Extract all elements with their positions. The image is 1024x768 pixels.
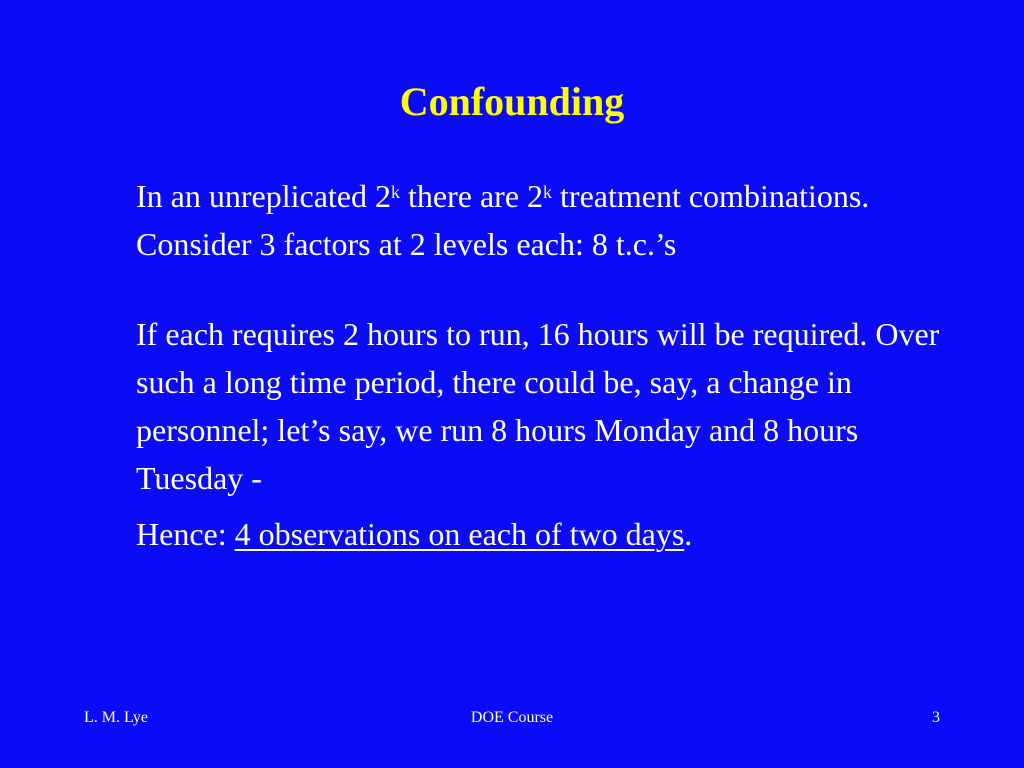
hence-prefix: Hence: bbox=[136, 516, 235, 552]
para1-text-2: there are 2 bbox=[400, 178, 544, 214]
slide-title: Confounding bbox=[399, 79, 625, 124]
footer-page-number: 3 bbox=[932, 709, 940, 726]
paragraph-treatment-combinations bbox=[136, 172, 956, 268]
footer-course: DOE Course bbox=[470, 709, 554, 726]
slide-body bbox=[136, 172, 956, 558]
superscript-k-2: k bbox=[543, 182, 553, 202]
hence-suffix: . bbox=[684, 516, 693, 552]
paragraph-run-time: If each requires 2 hours to run, 16 hours will be required. Over such a long time period, there could be, say, a change in personnel; let’s say, we run 8 hours Monday and 8 hours Tuesday - bbox=[136, 316, 940, 496]
para1-text-3: treatment combinations. Consider 3 factors at 2 levels each: 8 t.c.’s bbox=[136, 178, 870, 262]
para1-text-1: In an unreplicated 2 bbox=[136, 178, 391, 214]
footer-author: L. M. Lye bbox=[84, 709, 148, 726]
superscript-k-1: k bbox=[391, 182, 400, 202]
paragraph-hence bbox=[136, 510, 956, 558]
hence-underlined-text: 4 observations on each of two days bbox=[234, 516, 685, 552]
